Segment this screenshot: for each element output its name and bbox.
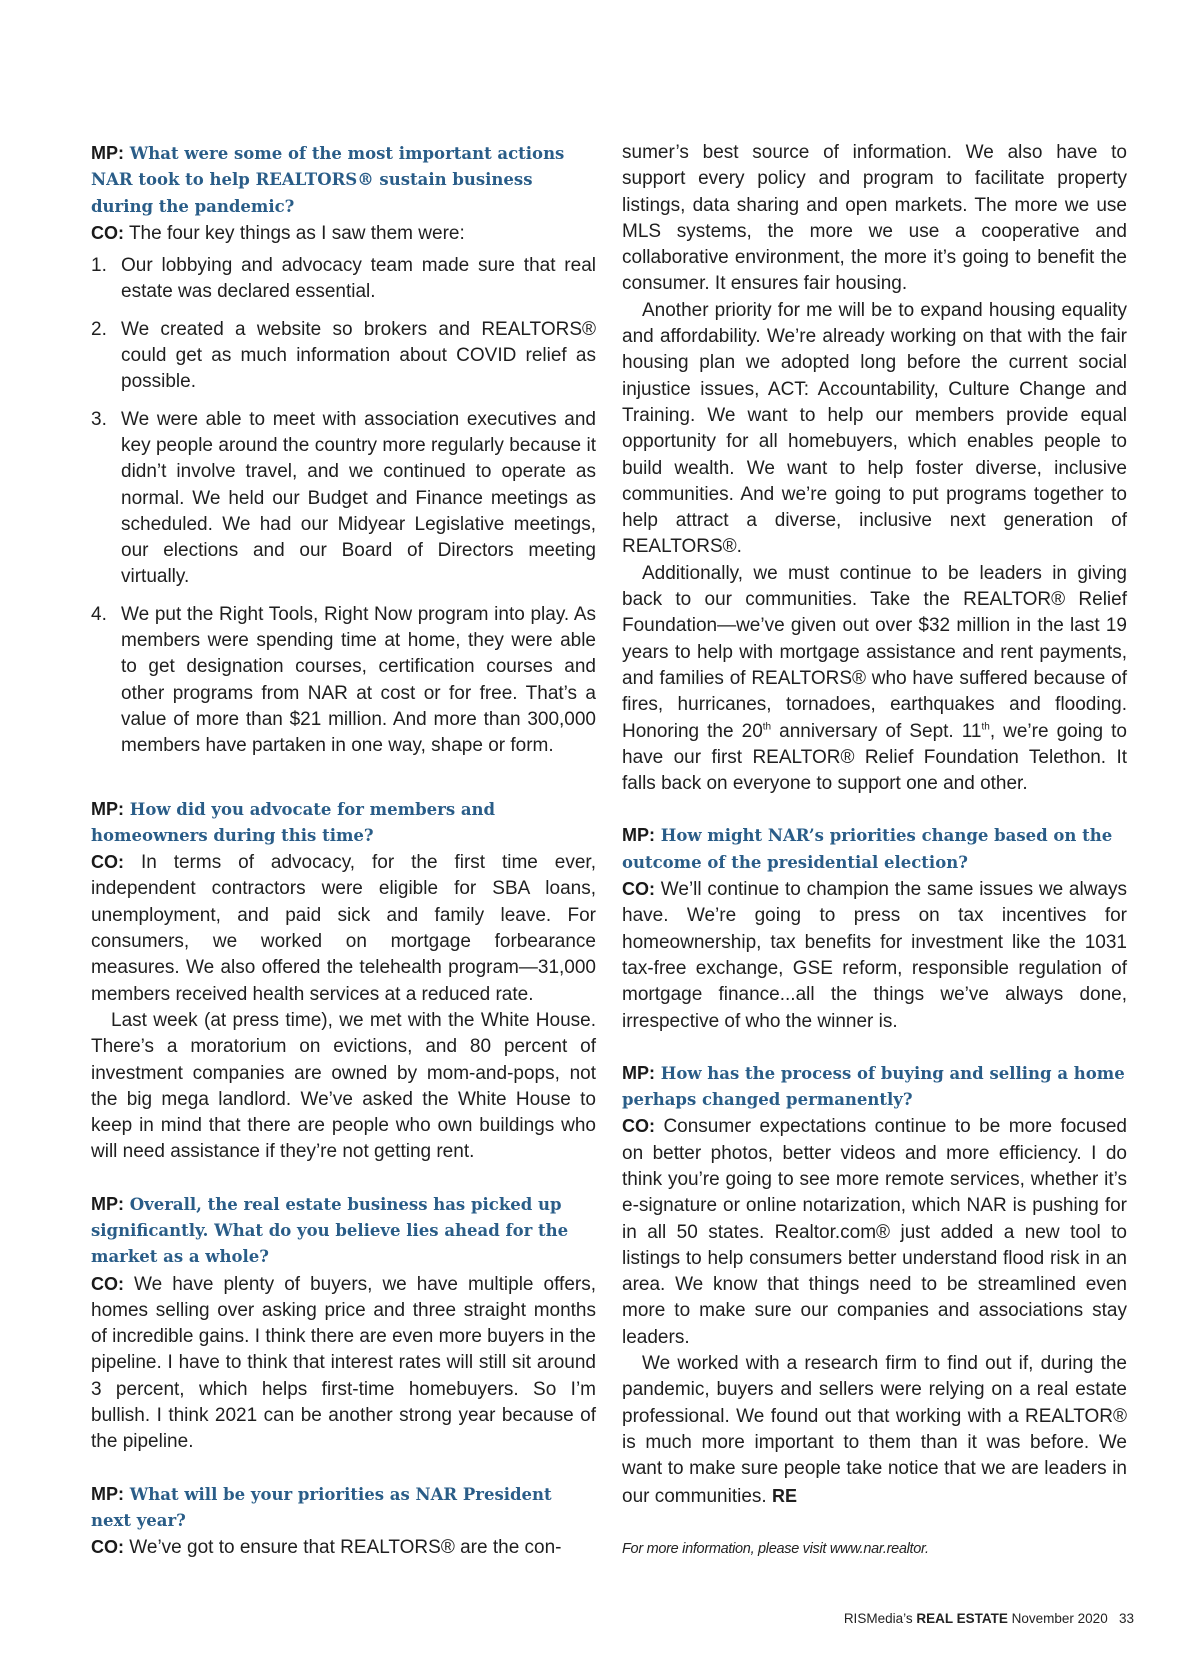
answer-5: CO: We’ll continue to champion the same issues we always have. We’re going to press on tax incentives for homeownership, tax benefits for investment like the 1031 tax-free exchange, GSE reform, responsible regulation of mortgage finance...all the things we’ve always done, irrespective of who the winner is. xyxy=(622,879,1127,1032)
answer-2: CO: In terms of advocacy, for the first time ever, independent contractors were eligible for SBA loans, unemployment, and paid sick and family leave. For consumers, we worked on mortgage forbearance measures. We also offered the telehealth program—31,000 members received health services at a reduced rate. xyxy=(91,852,596,1005)
question-1: MP: What were some of the most important actions NAR took to help REALTORS® sustain business during the pandemic? xyxy=(91,143,565,216)
answer-2-paragraph-2: Last week (at press time), we met with the White House. There’s a moratorium on evictions, and 80 percent of investment companies are owned by mom-and-pops, not the big mega landlord. We’ve asked the White House to keep in mind that there are people who own buildings who will need assistance if they’re not getting rent. xyxy=(91,1009,596,1163)
footer-issue: November 2020 xyxy=(1011,1611,1108,1626)
question-4: MP: What will be your priorities as NAR President next year? xyxy=(91,1483,552,1530)
end-mark: RE xyxy=(771,1485,797,1506)
answer-6: CO: Consumer expectations continue to be more focused on better photos, better videos and more efficiency. I do think you’re going to see more remote services, whether it’s e-signature or online notarization, which NAR is pushing for in all 50 states. Realtor.com® just added a new tool to listings to help consumers better understand flood risk in an area. We know that things need to be streamlined even more to make sure our companies and associations stay leaders. xyxy=(622,1116,1127,1348)
answer-4-paragraph-3: Additionally, we must continue to be leaders in giving back to our communities. Take the REALTOR® Relief Foundation—we’ve given out over $32 million in the last 19 years to help with mortgage assistance and rent payments, and families of REALTORS® who have suffered because of fires, hurricanes, tornadoes, earthquakes and flooding. Honoring the 20th anniversary of Sept. 11th, we’re going to have our first REALTOR® Relief Foundation Telethon. It falls back on everyone to support one and other. xyxy=(622,562,1127,795)
right-column xyxy=(622,140,1127,1562)
answer-3: CO: We have plenty of buyers, we have multiple offers, homes selling over asking price and three straight months of incredible gains. I think there are even more buyers in the pipeline. I have to think that interest rates will still sit around 3 percent, which helps first-time homebuyers. So I’m bullish. I think 2021 can be another strong year because of the pipeline. xyxy=(91,1273,596,1453)
list-item: 4. We put the Right Tools, Right Now program into play. As members were spending time at home, they were able to get designation courses, certification courses and other programs from NAR at cost or for free. That’s a value of more than $21 million. And more than 300,000 members have partaken in one way, shape or form. xyxy=(91,603,596,757)
question-3: MP: Overall, the real estate business has picked up significantly. What do you believe lies ahead for the market as a whole? xyxy=(91,1193,569,1267)
page-number: 33 xyxy=(1118,1611,1134,1626)
list-item: 3. We were able to meet with association executives and key people around the country more regularly because it didn’t involve travel, and we continued to operate as normal. We held our Budget and Finance meetings as scheduled. We had our Midyear Legislative meetings, our elections and our Board of Directors meeting virtually. xyxy=(91,408,596,588)
answer-4-continued: sumer’s best source of information. We also have to support every policy and program to facilitate property listings, data sharing and open markets. The more we use MLS systems, the more we use a cooperative and collaborative environment, the more it’s going to benefit the consumer. It ensures fair housing. xyxy=(622,142,1127,295)
actions-list xyxy=(91,253,596,759)
list-item: 2. We created a website so brokers and REALTORS® could get as much information about COVID relief as possible. xyxy=(91,318,596,393)
question-2: MP: How did you advocate for members and homeowners during this time? xyxy=(91,798,496,845)
more-info-note: For more information, please visit www.nar.realtor. xyxy=(622,1540,929,1557)
page-footer xyxy=(844,1611,1134,1626)
answer-4: CO: We’ve got to ensure that REALTORS® are the con- xyxy=(91,1537,562,1559)
left-column xyxy=(91,140,596,1562)
answer-1: CO: The four key things as I saw them were: xyxy=(91,222,465,244)
footer-brand: RISMedia’s xyxy=(843,1611,913,1626)
answer-4-paragraph-2: Another priority for me will be to expand housing equality and affordability. We’re already working on that with the fair housing plan we adopted long before the current social injustice issues, ACT: Accountability, Culture Change and Training. We want to help our members provide equal opportunity for all homebuyers, which enables people to build wealth. We want to help foster diverse, inclusive communities. And we’re going to put programs together to help attract a diverse, inclusive next generation of REALTORS®. xyxy=(622,299,1127,558)
question-5: MP: How might NAR’s priorities change based on the outcome of the presidential election? xyxy=(622,825,1113,872)
answer-6-paragraph-2: We worked with a research firm to find out if, during the pandemic, buyers and sellers were relying on a real estate professional. We found out that working with a REALTOR® is much more important to them than it was before. We want to make sure people take notice that we are leaders in our communities. RE xyxy=(622,1353,1127,1507)
list-item: 1. Our lobbying and advocacy team made sure that real estate was declared essential. xyxy=(91,255,596,303)
footer-magazine: REAL ESTATE xyxy=(916,1611,1008,1626)
question-6: MP: How has the process of buying and selling a home perhaps changed permanently? xyxy=(622,1062,1125,1110)
